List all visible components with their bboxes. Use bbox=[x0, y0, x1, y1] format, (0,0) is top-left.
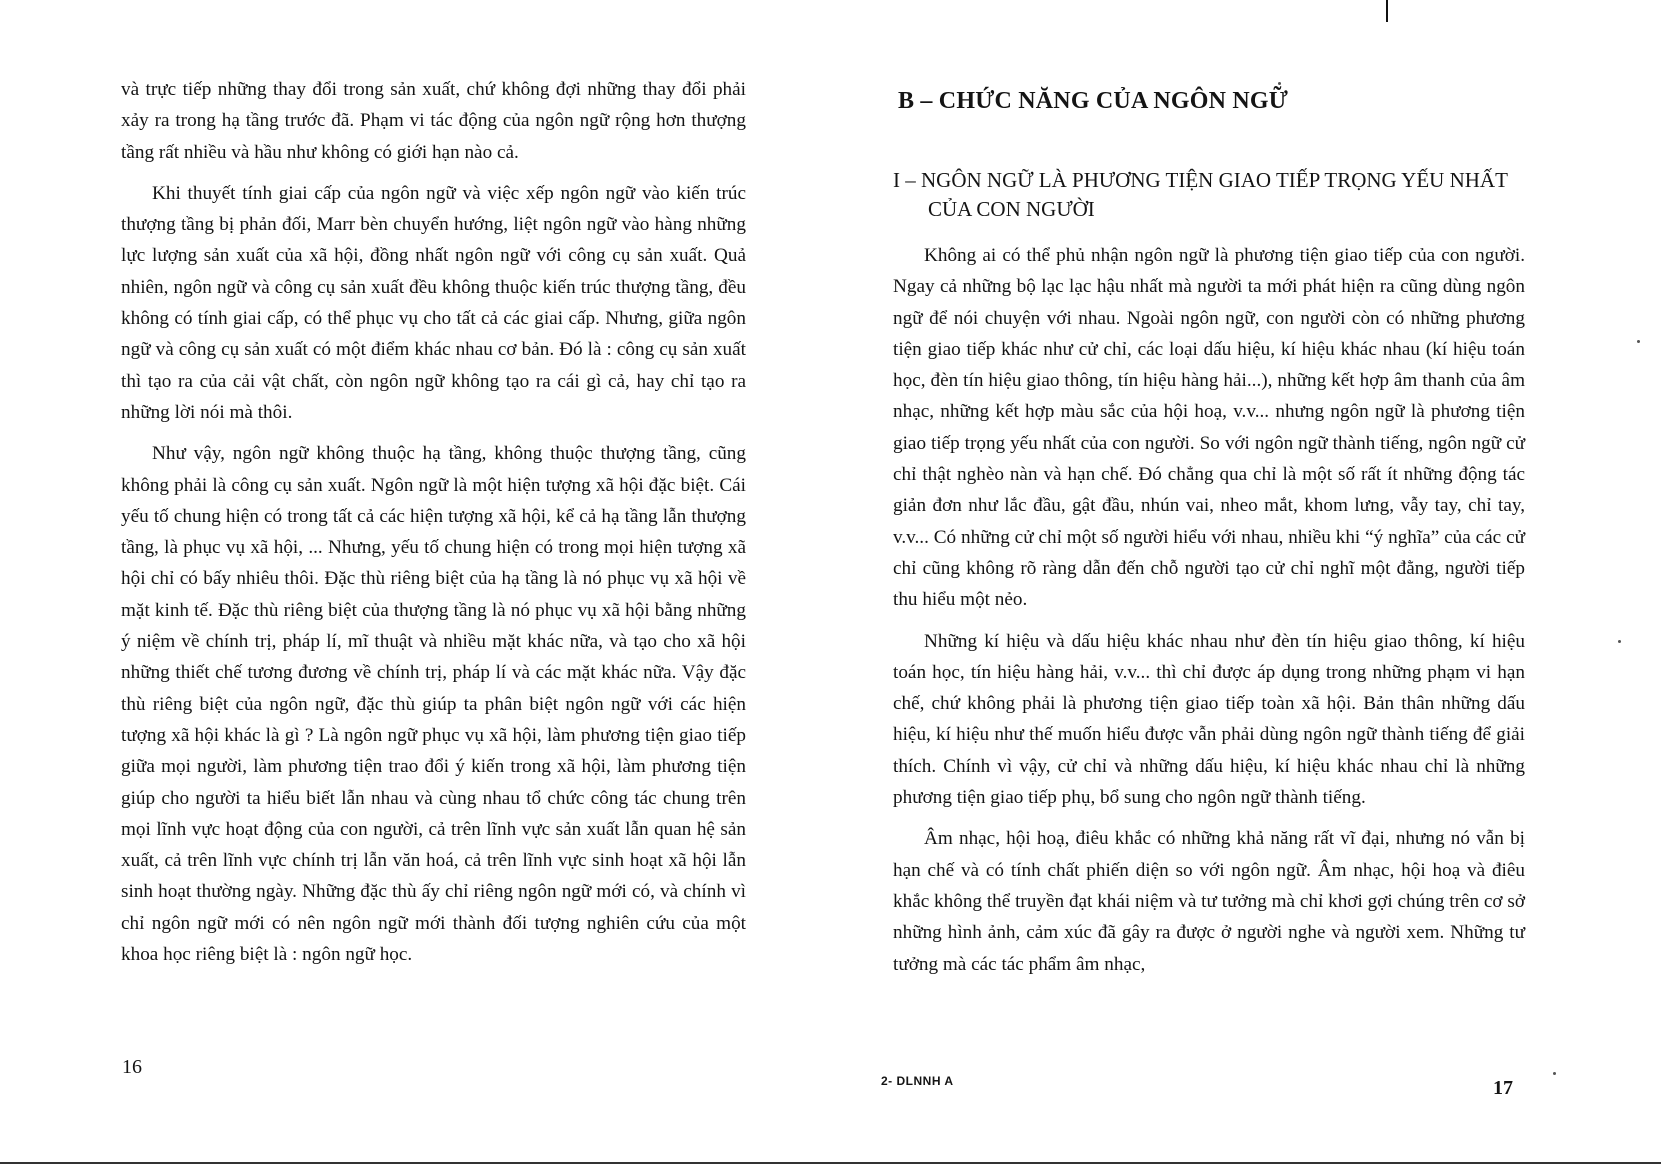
left-paragraph-1: và trực tiếp những thay đổi trong sản xuất, chứ không đợi những thay đổi phải xảy ra trong hạ tầng trước đã. Phạm vi tác động của ngôn ngữ rộng hơn thượng tầng rất nhiều và hầu như không có giới hạn nào cả. bbox=[121, 79, 746, 163]
scan-speck bbox=[1278, 82, 1281, 85]
right-paragraph-2: Những kí hiệu và dấu hiệu khác nhau như đèn tín hiệu giao thông, kí hiệu toán học, tín hiệu hàng hải, v.v... thì chỉ được áp dụng trong những phạm vi hạn chế, chứ không phải là phương tiện giao tiếp toàn xã hội. Bản thân những dấu hiệu, kí hiệu như thế muốn hiểu được vẫn phải dùng ngôn ngữ thành tiếng để giải thích. Chính vì vậy, cử chỉ và những dấu hiệu, kí hiệu khác nhau chỉ là những phương tiện giao tiếp phụ, bổ sung cho ngôn ngữ thành tiếng. bbox=[893, 630, 1525, 809]
subsection-heading bbox=[893, 166, 1533, 224]
left-page-number: 16 bbox=[122, 1056, 142, 1078]
scan-speck bbox=[1553, 1072, 1556, 1075]
right-paragraph-3: Âm nhạc, hội hoạ, điêu khắc có những khả năng rất vĩ đại, nhưng nó vẫn bị hạn chế và có tính chất phiến diện so với ngôn ngữ. Âm nhạc, hội hoạ và điêu khắc không thể truyền đạt khái niệm và tư tưởng mà chỉ khơi gợi chúng trên cơ sở những hình ảnh, cảm xúc đã gây ra được ở người nghe và người xem. Những tư tưởng mà các tác phẩm âm nhạc, bbox=[893, 828, 1525, 975]
scan-speck bbox=[1618, 640, 1621, 643]
left-page-body bbox=[121, 74, 746, 970]
section-heading: B – CHỨC NĂNG CỦA NGÔN NGỮ bbox=[898, 88, 1289, 114]
subsection-heading-line-1: I – NGÔN NGỮ LÀ PHƯƠNG TIỆN GIAO TIẾP TRỌNG YẾU NHẤT bbox=[893, 168, 1508, 192]
scan-bottom-edge bbox=[0, 1162, 1661, 1164]
left-paragraph-3: Như vậy, ngôn ngữ không thuộc hạ tầng, không thuộc thượng tầng, cũng không phải là công cụ sản xuất. Ngôn ngữ là một hiện tượng xã hội đặc biệt. Cái yếu tố chung hiện có trong tất cả các hiện tượng xã hội, kể cả hạ tầng lẫn thượng tầng, là phục vụ xã hội, ... Nhưng, yếu tố chung hiện có trong mọi hiện tượng xã hội chỉ có bấy nhiêu thôi. Đặc thù riêng biệt của hạ tầng là nó phục vụ xã hội về mặt kinh tế. Đặc thù riêng biệt của thượng tầng là nó phục vụ xã hội bằng những ý niệm về chính trị, pháp lí, mĩ thuật và nhiều mặt khác nữa, và tạo cho xã hội những thiết chế tương đương về chính trị, pháp lí và các mặt khác nữa. Vậy đặc thù riêng biệt của ngôn ngữ, đặc thù giúp ta phân biệt ngôn ngữ với các hiện tượng xã hội khác là gì ? Là ngôn ngữ phục vụ xã hội, làm phương tiện giao tiếp giữa mọi người, làm phương tiện trao đổi ý kiến trong xã hội, làm phương tiện giúp cho người ta hiểu biết lẫn nhau và cùng nhau tổ chức công tác chung trên mọi lĩnh vực hoạt động của con người, cả trên lĩnh vực sản xuất lẫn quan hệ sản xuất, cả trên lĩnh vực chính trị lẫn văn hoá, cả trên lĩnh vực sinh hoạt xã hội lẫn sinh hoạt thường ngày. Những đặc thù ấy chỉ riêng ngôn ngữ mới có, và chính vì chỉ ngôn ngữ mới có nên ngôn ngữ mới thành đối tượng nghiên cứu của một khoa học riêng biệt là : ngôn ngữ học. bbox=[121, 443, 746, 966]
scan-edge-mark bbox=[1386, 0, 1388, 22]
left-page bbox=[0, 0, 830, 1169]
right-paragraph-1: Không ai có thể phủ nhận ngôn ngữ là phương tiện giao tiếp của con người. Ngay cả những bộ lạc lạc hậu nhất mà người ta mới phát hiện ra cũng dùng ngôn ngữ để nói chuyện với nhau. Ngoài ngôn ngữ, con người còn có những phương tiện giao tiếp khác như cử chỉ, các loại dấu hiệu, kí hiệu khác nhau (kí hiệu toán học, đèn tín hiệu giao thông, tín hiệu hàng hải...), những kết hợp âm thanh của âm nhạc, những kết hợp màu sắc của hội hoạ, v.v... nhưng ngôn ngữ là phương tiện giao tiếp trọng yếu nhất của con người. So với ngôn ngữ thành tiếng, ngôn ngữ cử chỉ thật nghèo nàn và hạn chế. Đó chẳng qua chỉ là một số rất ít những động tác giản đơn như lắc đầu, gật đầu, nhún vai, nheo mắt, khom lưng, vẫy tay, chỉ tay, v.v... Có những cử chỉ một số người hiểu với nhau, nhiều khi “ý nghĩa” của các cử chỉ cũng không rõ ràng dẫn đến chỗ người tạo cử chỉ nghĩ một đằng, người tiếp thu hiểu một nẻo. bbox=[893, 245, 1525, 611]
subsection-heading-line-2: CỦA CON NGƯỜI bbox=[928, 197, 1095, 221]
scan-speck bbox=[1637, 340, 1640, 343]
left-paragraph-2: Khi thuyết tính giai cấp của ngôn ngữ và việc xếp ngôn ngữ vào kiến trúc thượng tầng bị phản đối, Marr bèn chuyển hướng, liệt ngôn ngữ vào hàng những lực lượng sản xuất của xã hội, đồng nhất ngôn ngữ với công cụ sản xuất. Quả nhiên, ngôn ngữ và công cụ sản xuất đều không thuộc kiến trúc thượng tầng, đều không có tính giai cấp, có thể phục vụ cho tất cả các giai cấp. Nhưng, giữa ngôn ngữ và công cụ sản xuất có một điểm khác nhau cơ bản. Đó là : công cụ sản xuất thì tạo ra của cải vật chất, còn ngôn ngữ không tạo ra cái gì cả, hay chỉ tạo ra những lời nói mà thôi. bbox=[121, 182, 746, 423]
footer-signature-code: 2- DLNNH A bbox=[881, 1074, 954, 1088]
right-page-number: 17 bbox=[1493, 1077, 1513, 1099]
right-page-body bbox=[893, 240, 1525, 980]
